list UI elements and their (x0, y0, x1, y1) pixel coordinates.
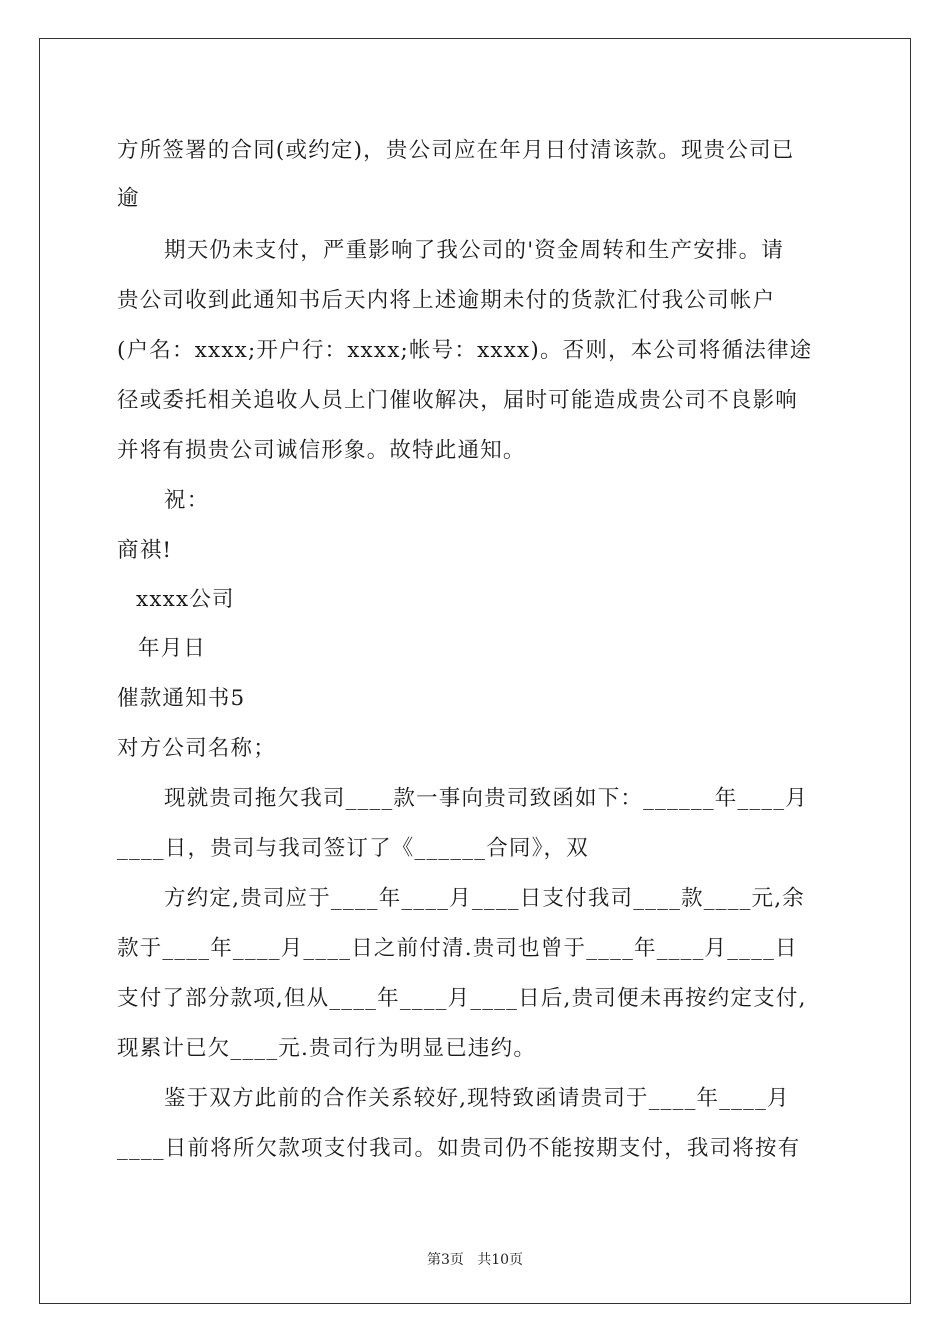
section-title: 催款通知书5 (117, 686, 246, 711)
body-line: ____日前将所欠款项支付我司。如贵司仍不能按期支付，我司将按有 (117, 1136, 801, 1161)
body-line: 并将有损贵公司诚信形象。故特此通知。 (117, 438, 526, 463)
body-line: 款于____年____月____日之前付清.贵司也曾于____年____月____日 (117, 936, 798, 961)
body-line: 鉴于双方此前的合作关系较好,现特致函请贵司于____年____月 (164, 1086, 790, 1111)
closing-wish: 商祺! (117, 538, 173, 563)
body-line: 现就贵司拖欠我司____款一事向贵司致函如下：______年____月 (164, 786, 809, 811)
signature-company: xxxx公司 (128, 587, 235, 612)
body-line: 逾 (117, 186, 140, 211)
body-line: 贵公司收到此通知书后天内将上述逾期未付的货款汇付我公司帐户 (117, 288, 776, 313)
body-line: 方约定,贵司应于____年____月____日支付我司____款____元,余 (164, 886, 805, 911)
closing-greeting: 祝： (164, 488, 210, 513)
body-line: (户名：xxxx;开户行：xxxx;帐号：xxxx)。否则，本公司将循法律途 (117, 338, 813, 363)
signature-date: 年月日 (138, 636, 207, 661)
page-border (39, 38, 911, 1304)
recipient-line: 对方公司名称； (117, 736, 276, 761)
body-line: 现累计已欠____元.贵司行为明显已违约。 (117, 1036, 537, 1061)
body-line: 方所签署的合同(或约定)，贵公司应在年月日付清该款。现贵公司已 (117, 138, 795, 163)
body-line: 径或委托相关追收人员上门催收解决，届时可能造成贵公司不良影响 (117, 388, 799, 413)
body-line: 期天仍未支付，严重影响了我公司的'资金周转和生产安排。请 (164, 238, 785, 263)
body-line: 支付了部分款项,但从____年____月____日后,贵司便未再按约定支付, (117, 986, 807, 1011)
page-number: 第3页 共10页 (426, 1252, 524, 1268)
body-line: ____日，贵司与我司签订了《______合同》，双 (117, 836, 589, 861)
